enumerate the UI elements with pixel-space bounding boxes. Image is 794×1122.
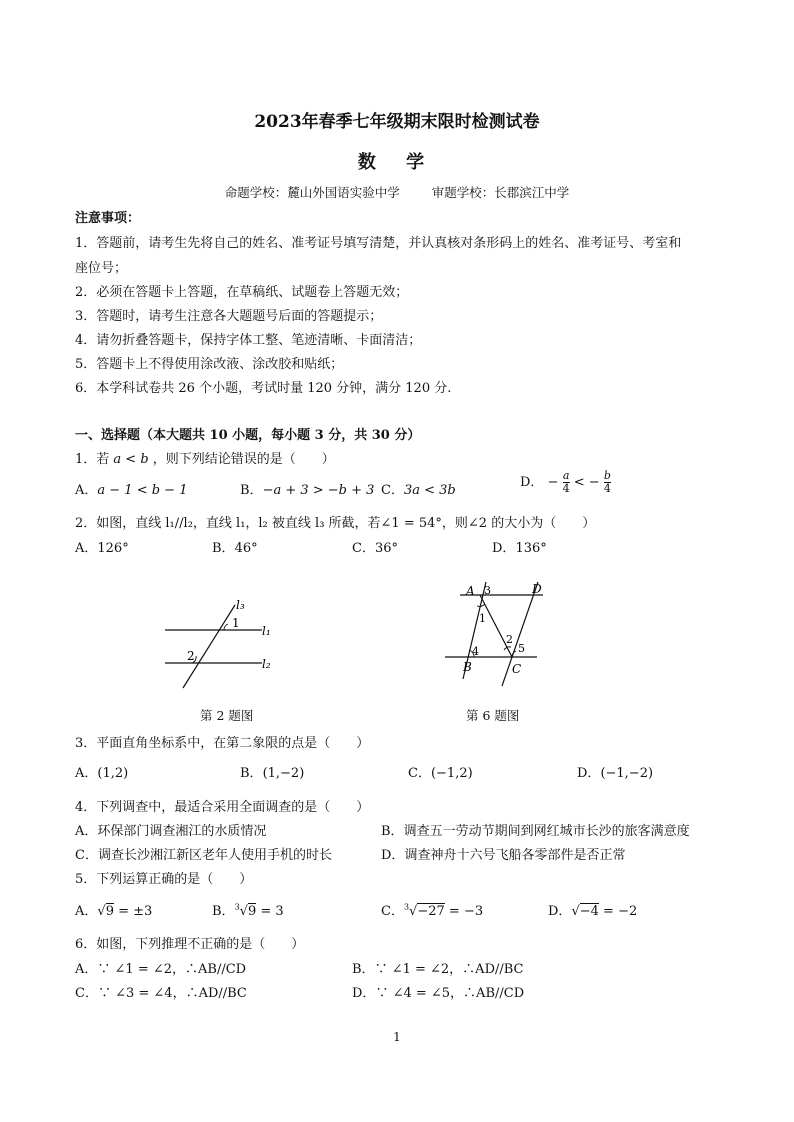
- label-angle-3: 3: [484, 584, 491, 597]
- option-text: 126°: [97, 541, 129, 556]
- radicand: 9: [247, 904, 257, 919]
- q4-option-a: [75, 820, 266, 839]
- option-label: A．: [75, 824, 98, 839]
- q1-option-b: [240, 479, 374, 498]
- option-label: D．: [520, 475, 544, 490]
- setter-school: 命题学校：麓山外国语实验中学: [224, 185, 400, 200]
- q1-option-d: [520, 470, 611, 495]
- option-result: = −3: [444, 904, 484, 919]
- label-angle-2: 2: [506, 633, 513, 646]
- option-relation: < −: [573, 475, 600, 490]
- question-2-stem: 2．如图，直线 l₁//l₂，直线 l₁，l₂ 被直线 l₃ 所截，若∠1 = 54°，则∠2 的大小为（ ）: [75, 516, 596, 531]
- option-label: D．: [577, 766, 601, 781]
- q1-option-a: [75, 479, 187, 498]
- angle-1-arc: [224, 624, 228, 630]
- label-point-b: B: [463, 660, 472, 674]
- option-text: a − 1 < b − 1: [97, 483, 188, 498]
- label-angle-2: 2: [187, 649, 195, 663]
- root-index: 3: [234, 902, 240, 912]
- q3-option-a: [75, 762, 128, 781]
- question-5-stem: 5．下列运算正确的是（ ）: [75, 872, 253, 887]
- option-label: C．: [75, 986, 98, 1001]
- radicand: 9: [105, 904, 114, 919]
- option-text: (−1,−2): [600, 766, 654, 781]
- figure-6-diagram: [440, 578, 550, 690]
- option-text: (1,2): [97, 766, 129, 781]
- option-label: C．: [408, 766, 431, 781]
- option-text: ∵ ∠1 = ∠2，∴AB//CD: [97, 962, 247, 977]
- q6-option-a: [75, 958, 246, 977]
- option-label: A．: [75, 962, 98, 977]
- denominator: 4: [562, 482, 570, 495]
- q6-option-d: [352, 982, 524, 1001]
- note-item: 座位号；: [75, 261, 128, 276]
- note-item: 1．答题前，请考生先将自己的姓名、准考证号填写清楚，并认真核对条形码上的姓名、准考证号、考室和: [75, 236, 682, 251]
- question-3-stem: 3．平面直角坐标系中，在第二象限的点是（ ）: [75, 736, 370, 751]
- option-text: 36°: [374, 541, 398, 556]
- option-label: A．: [75, 541, 98, 556]
- option-label: B．: [212, 904, 235, 919]
- q5-option-d: D．√−4 = −2: [548, 904, 638, 919]
- option-text: ∵ ∠1 = ∠2，∴AD//BC: [374, 962, 524, 977]
- option-label: A．: [75, 766, 98, 781]
- q4-option-d: [381, 844, 625, 863]
- q5-option-c: C．$^3$√−27 = −3: [381, 902, 484, 919]
- option-result: = −2: [598, 904, 638, 919]
- q5-option-a: A．√9 = ±3: [75, 904, 153, 919]
- q2-option-c: [352, 537, 398, 556]
- label-point-d: D: [532, 582, 542, 596]
- option-sign: −: [547, 475, 559, 490]
- numerator: b: [603, 469, 611, 482]
- option-text: 调查长沙湘江新区老年人使用手机的时长: [97, 848, 332, 863]
- q3-option-d: [577, 762, 653, 781]
- q4-option-b: [381, 820, 690, 839]
- note-item: 6．本学科试卷共 26 个小题，考试时量 120 分钟，满分 120 分.: [75, 381, 452, 396]
- note-item: 2．必须在答题卡上答题，在草稿纸、试题卷上答题无效；: [75, 285, 409, 300]
- subject-title: 数 学: [357, 152, 437, 173]
- q4-option-c: [75, 844, 332, 863]
- option-label: C．: [381, 483, 404, 498]
- question-1-stem: [75, 448, 335, 467]
- option-label: B．: [212, 541, 235, 556]
- note-item: 5．答题卡上不得使用涂改液、涂改胶和贴纸；: [75, 357, 344, 372]
- option-text: 调查五一劳动节期间到网红城市长沙的旅客满意度: [403, 824, 690, 839]
- fraction-a-over-4: [563, 470, 570, 495]
- q1-prefix: 1．若: [75, 452, 110, 467]
- label-angle-4: 4: [472, 645, 479, 658]
- option-text: 46°: [234, 541, 258, 556]
- figure-2-caption: 第 2 题图: [200, 708, 254, 723]
- figure-2-diagram: [150, 590, 300, 700]
- option-label: D．: [352, 986, 376, 1001]
- option-result: = 3: [256, 904, 284, 919]
- question-4-stem: 4．下列调查中，最适合采用全面调查的是（ ）: [75, 800, 370, 815]
- option-label: A．: [75, 904, 98, 919]
- option-text: (1,−2): [262, 766, 305, 781]
- option-text: ∵ ∠4 = ∠5，∴AB//CD: [375, 986, 525, 1001]
- label-l2: l₂: [262, 657, 271, 671]
- q3-option-c: [408, 762, 473, 781]
- q6-option-c: [75, 982, 247, 1001]
- numerator: a: [562, 469, 570, 482]
- q1-condition: a < b: [113, 452, 149, 467]
- q6-option-b: [352, 958, 524, 977]
- figure-6-caption: 第 6 题图: [466, 708, 520, 723]
- denominator: 4: [603, 482, 611, 495]
- label-angle-1: 1: [479, 612, 486, 625]
- question-6-stem: 6．如图，下列推理不正确的是（ ）: [75, 937, 305, 952]
- label-point-c: C: [512, 662, 522, 676]
- note-item: 4．请勿折叠答题卡，保持字体工整、笔迹清晰、卡面清洁；: [75, 333, 422, 348]
- note-item: 3．答题时，请考生注意各大题题号后面的答题提示；: [75, 309, 383, 324]
- label-l3: l₃: [236, 598, 245, 612]
- label-angle-5: 5: [518, 642, 525, 655]
- option-label: D．: [548, 904, 572, 919]
- q2-option-d: [492, 537, 547, 556]
- option-text: 调查神舟十六号飞船各零部件是否正常: [404, 848, 626, 863]
- radicand: −27: [417, 904, 445, 919]
- radicand: −4: [579, 904, 599, 919]
- option-label: C．: [352, 541, 375, 556]
- notes-heading: 注意事项：: [75, 211, 141, 226]
- option-label: B．: [240, 483, 263, 498]
- exam-title: 2023年春季七年级期末限时检测试卷: [254, 112, 540, 132]
- section-heading: 一、选择题（本大题共 10 小题，每小题 3 分，共 30 分）: [75, 428, 421, 443]
- fraction-b-over-4: [604, 470, 611, 495]
- q2-option-b: [212, 537, 258, 556]
- option-label: D．: [381, 848, 405, 863]
- option-label: C．: [381, 904, 404, 919]
- option-text: −a + 3 > −b + 3: [262, 483, 375, 498]
- option-label: D．: [492, 541, 516, 556]
- q1-option-c: [381, 479, 456, 498]
- option-text: ∵ ∠3 = ∠4，∴AD//BC: [97, 986, 247, 1001]
- reviewer-school: 审题学校：长郡滨江中学: [431, 185, 570, 200]
- option-text: (−1,2): [430, 766, 473, 781]
- q5-option-b: B．$^3$√9 = 3: [212, 902, 284, 919]
- label-point-a: A: [466, 584, 475, 598]
- option-label: B．: [352, 962, 375, 977]
- q2-option-a: [75, 537, 129, 556]
- line-l3: [183, 605, 235, 688]
- option-label: B．: [381, 824, 404, 839]
- option-label: C．: [75, 848, 98, 863]
- label-l1: l₁: [262, 624, 271, 638]
- label-angle-1: 1: [232, 616, 240, 630]
- option-text: 3a < 3b: [403, 483, 456, 498]
- option-text: 环保部门调查湘江的水质情况: [97, 824, 267, 839]
- option-label: B．: [240, 766, 263, 781]
- option-result: = ±3: [113, 904, 153, 919]
- q3-option-b: [240, 762, 304, 781]
- option-text: 136°: [515, 541, 547, 556]
- option-label: A．: [75, 483, 98, 498]
- school-info: [0, 183, 794, 201]
- q1-suffix: ，则下列结论错误的是（ ）: [152, 452, 335, 467]
- page-number: 1: [393, 1030, 401, 1044]
- root-index: 3: [403, 902, 410, 912]
